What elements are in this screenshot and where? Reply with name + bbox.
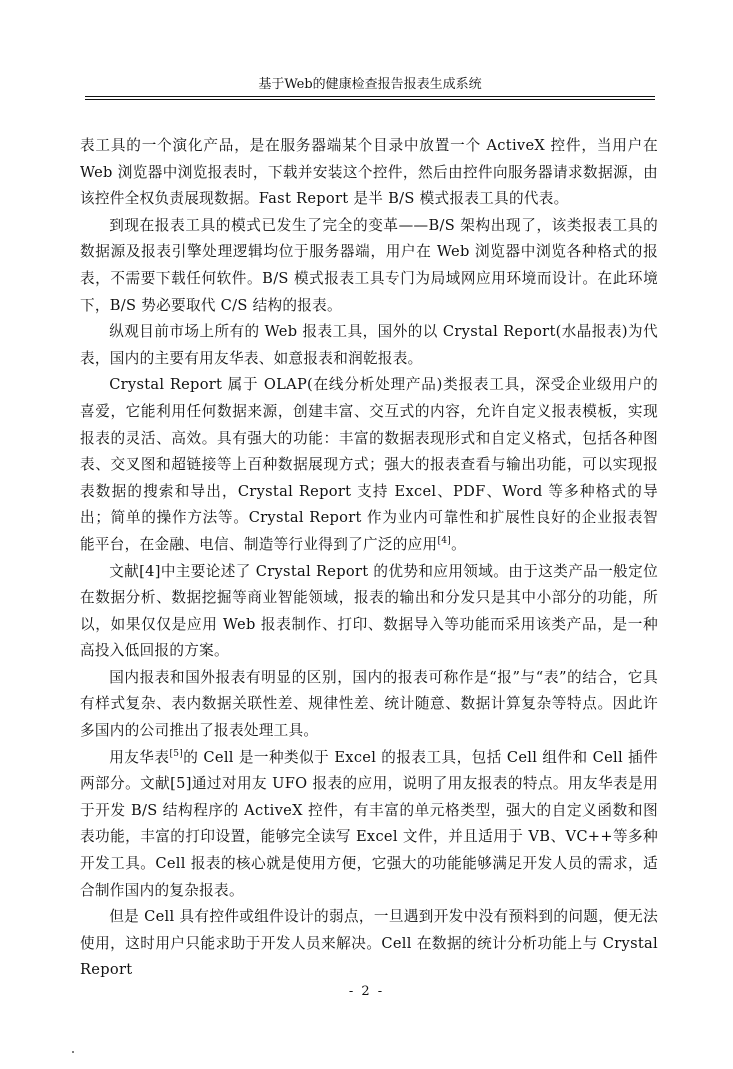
citation-4: [4]: [437, 536, 452, 547]
running-header: 基于Web的健康检查报告报表生成系统: [258, 77, 482, 92]
paragraph-8: 但是 Cell 具有控件或组件设计的弱点，一旦遇到开发中没有预料到的问题，便无法使用，这时用户只能求助于开发人员来解决。Cell 在数据的统计分析功能上与 Crystal Report: [80, 908, 658, 979]
scan-speck: [72, 1051, 74, 1053]
paragraph-1: 表工具的一个演化产品，是在服务器端某个目录中放置一个 ActiveX 控件，当用户在 Web 浏览器中浏览报表时，下载并安装这个控件，然后由控件向服务器请求数据源，由该控件全权负责展现数据。Fast Report 是半 B/S 模式报表工具的代表。: [80, 137, 658, 208]
page-number: - 2 -: [348, 984, 385, 999]
paragraph-6: 国内报表和国外报表有明显的区别，国内的报表可称作是“报”与“表”的结合，它具有样式复杂、表内数据关联性差、规律性差、统计随意、数据计算复杂等特点。因此许多国内的公司推出了报表处理工具。: [80, 668, 658, 740]
paragraph-7: 用友华表[5]的 Cell 是一种类似于 Excel 的报表工具，包括 Cell 组件和 Cell 插件两部分。文献[5]通过对用友 UFO 报表的应用，说明了用友报表的特点。用友华表是用于开发 B/S 结构程序的 ActiveX 控件，有丰富的单元格类型，强大的自定义函数和图表功能，丰富的打印设置，能够完全读写 Excel 文件，并且适用于 VB、VC++等多种开发工具。Cell 报表的核心就是使用方便，它强大的功能能够满足开发人员的需求，适合制作国内的复杂报表。: [80, 748, 659, 899]
body-text: [80, 133, 658, 984]
header-rule-thin: [85, 99, 655, 100]
citation-5: [5]: [169, 748, 184, 759]
paragraph-2: 到现在报表工具的模式已发生了完全的变革——B/S 架构出现了，该类报表工具的数据源及报表引擎处理逻辑均位于服务器端，用户在 Web 浏览器中浏览各种格式的报表，不需要下载任何软件。B/S 模式报表工具专门为局域网应用环境而设计。在此环境下，B/S 势必要取代 C/S 结构的报表。: [80, 216, 658, 314]
paragraph-3: 纵观目前市场上所有的 Web 报表工具，国外的以 Crystal Report(水晶报表)为代表，国内的主要有用友华表、如意报表和润乾报表。: [80, 323, 658, 367]
header-rule: [85, 96, 655, 97]
paragraph-4: Crystal Report 属于 OLAP(在线分析处理产品)类报表工具，深受企业级用户的喜爱，它能利用任何数据来源，创建丰富、交互式的内容，允许自定义报表模板，实现报表的灵活、高效。具有强大的功能：丰富的数据表现形式和自定义格式，包括各种图表、交叉图和超链接等上百种数据展现方式；强大的报表查看与输出功能，可以实现报表数据的搜索和导出，Crystal Report 支持 Excel、PDF、Word 等多种格式的导出；简单的操作方法等。Crystal Report 作为业内可靠性和扩展性良好的企业报表智能平台，在金融、电信、制造等行业得到了广泛的应用[4]。: [80, 376, 658, 553]
paragraph-5: 文献[4]中主要论述了 Crystal Report 的优势和应用领域。由于这类产品一般定位在数据分析、数据挖掘等商业智能领域，报表的输出和分发只是其中小部分的功能，所以，如果仅仅是应用 Web 报表制作、打印、数据导入等功能而采用该类产品，是一种高投入低回报的方案。: [80, 562, 658, 660]
